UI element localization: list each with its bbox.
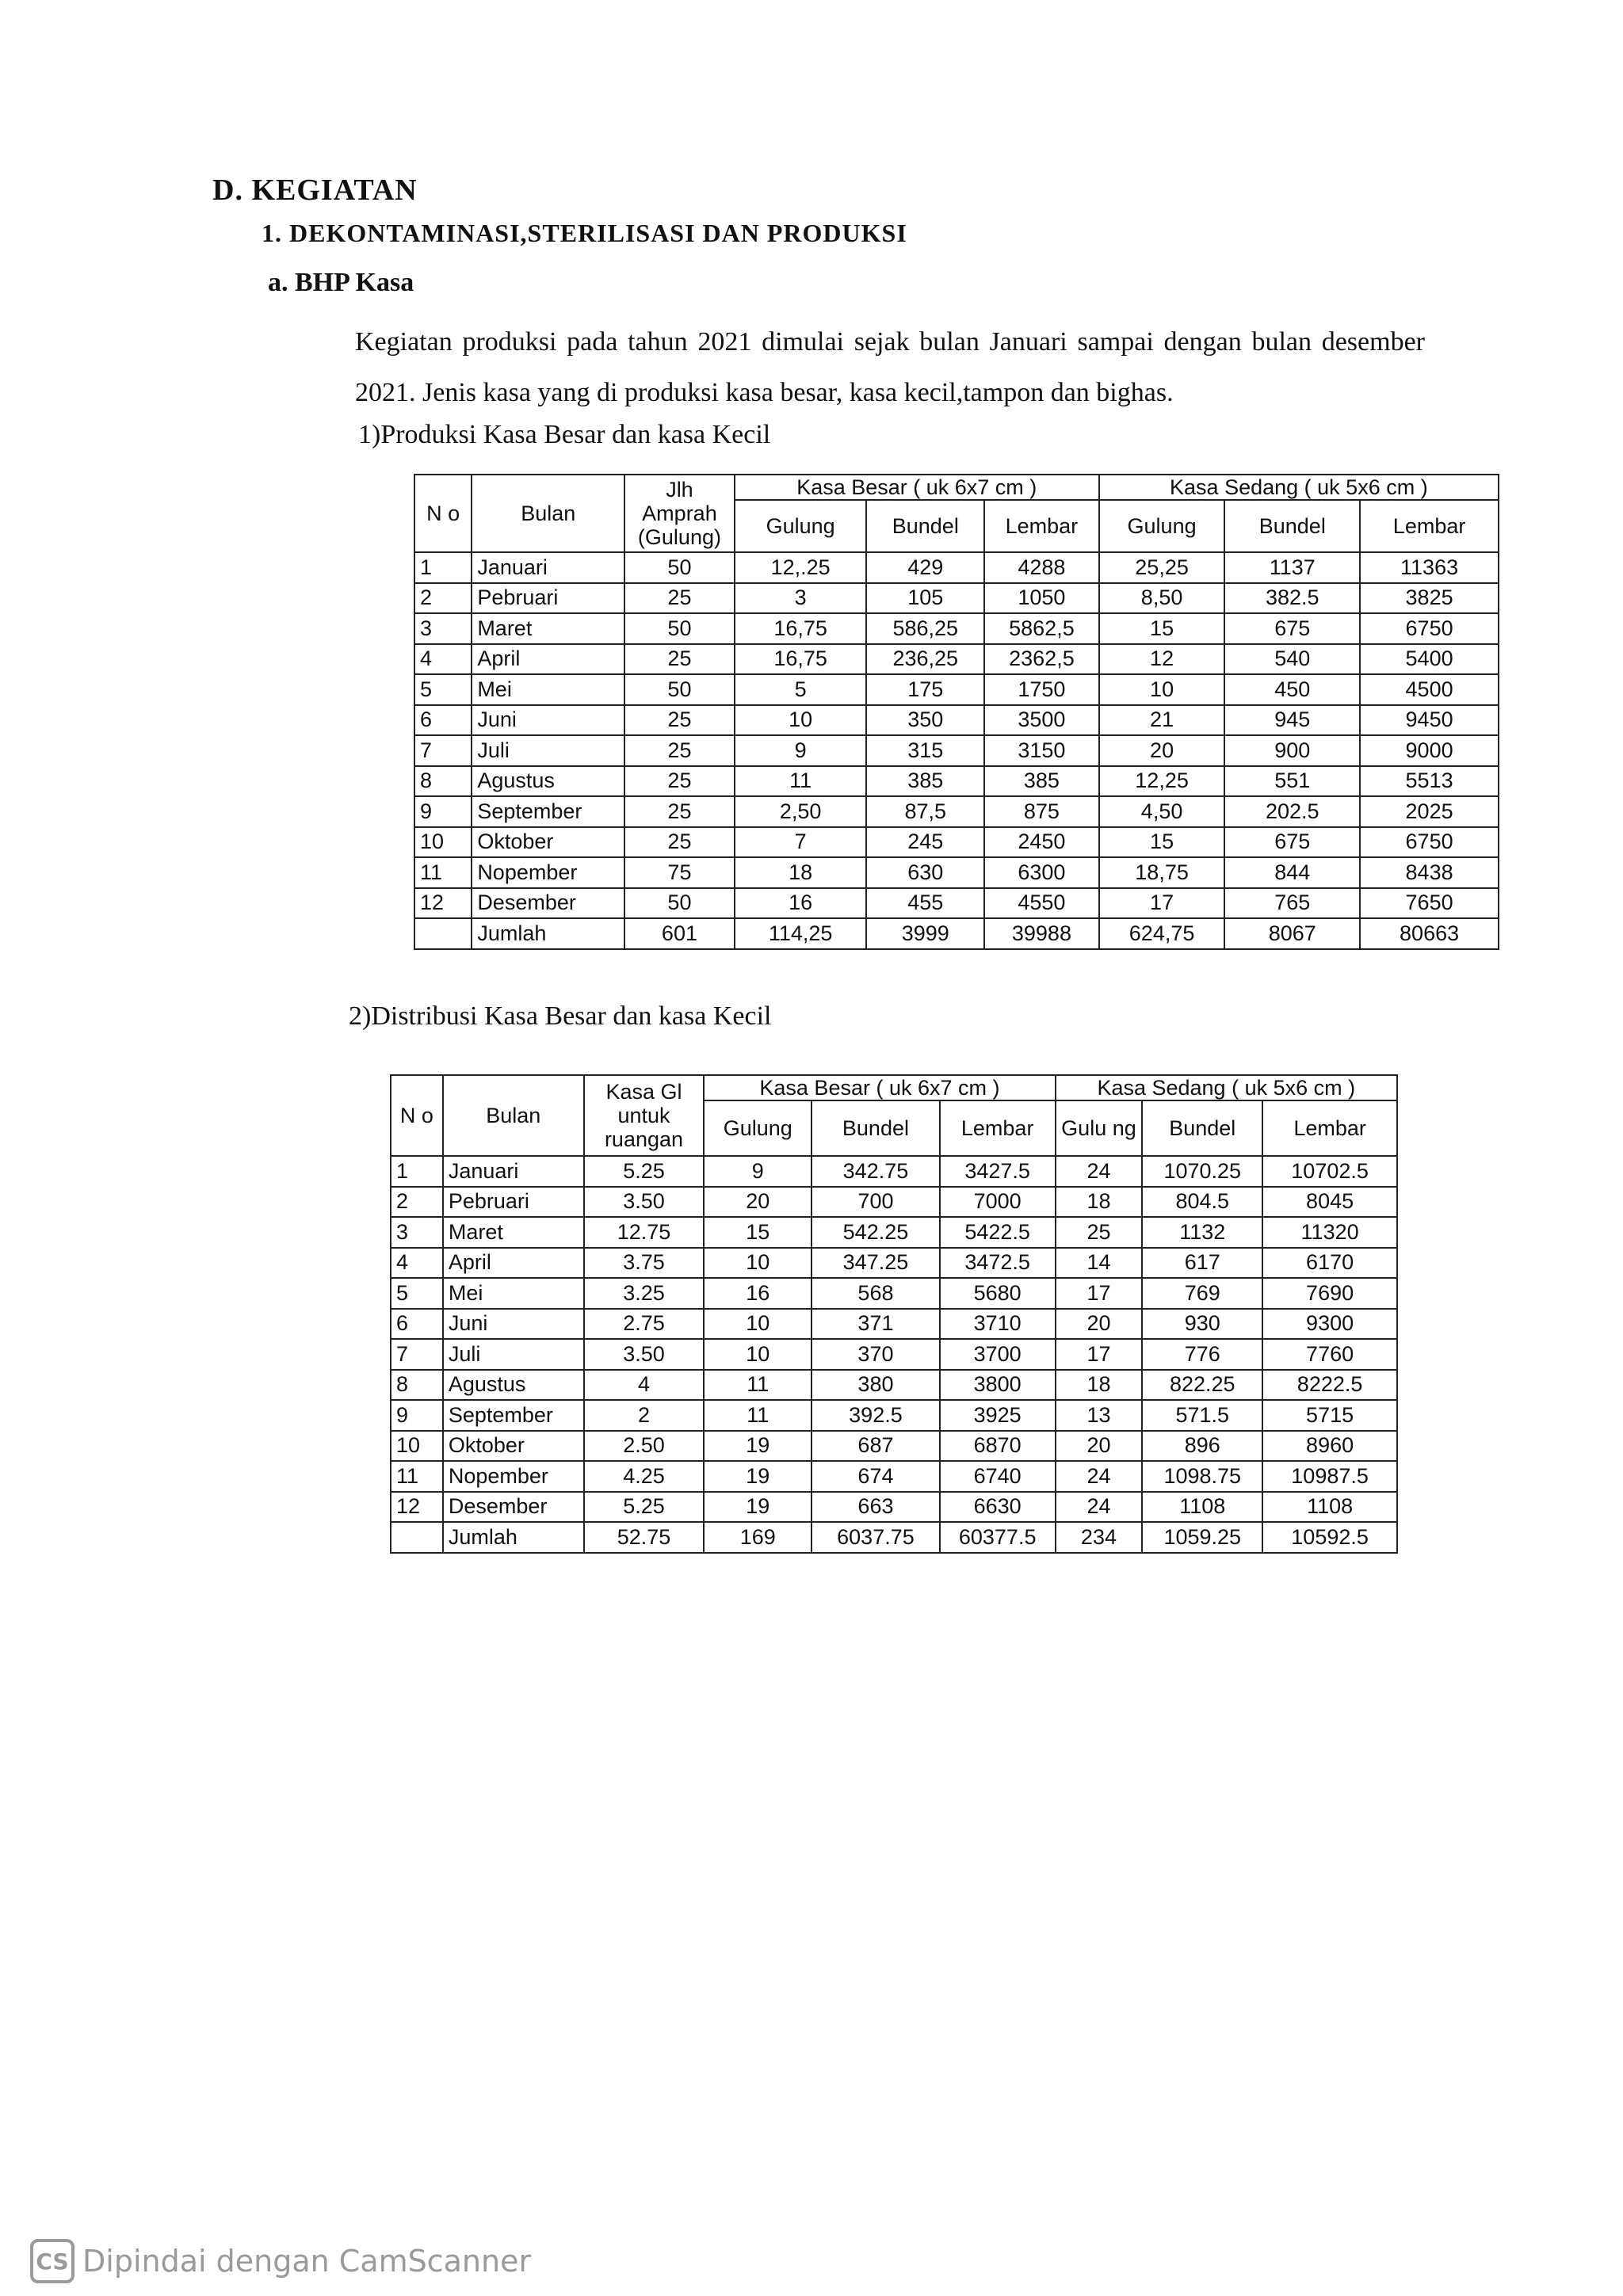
table-cell [414,918,472,949]
header-no: N o [391,1075,443,1156]
table-cell: 9 [735,735,867,766]
table-cell: 342.75 [812,1156,940,1187]
table-cell: 175 [866,674,984,705]
table-cell: 5.25 [584,1156,705,1187]
table-cell: 3999 [866,918,984,949]
header-gulung: Gulu ng [1056,1100,1143,1156]
table-cell: 392.5 [812,1400,940,1431]
table-cell: 3 [735,583,867,614]
table-cell: 3150 [984,735,1099,766]
header-kasa-sedang: Kasa Sedang ( uk 5x6 cm ) [1056,1075,1397,1100]
table-cell: September [443,1400,584,1431]
table-cell: 1098.75 [1142,1461,1262,1492]
table-cell: 169 [704,1522,812,1553]
table-cell: 105 [866,583,984,614]
table-cell: Juni [443,1309,584,1340]
table-cell: 3.25 [584,1278,705,1309]
table-cell: 19 [704,1461,812,1492]
header-gulung: Gulung [704,1100,812,1156]
table-cell: 675 [1224,827,1360,858]
table-cell: 50 [624,613,735,644]
table-cell: 5.25 [584,1492,705,1523]
table-cell: 455 [866,888,984,919]
table-cell: 617 [1142,1248,1262,1279]
table-cell: 4,50 [1099,796,1225,827]
table-cell: 25 [1056,1217,1143,1248]
table-cell: 114,25 [735,918,867,949]
table-cell: 5862,5 [984,613,1099,644]
total-row [391,1522,1397,1553]
table-cell: Nopember [472,857,624,888]
camscanner-logo-icon: CS [30,2239,74,2283]
table-cell: 3.50 [584,1339,705,1370]
table-cell: 769 [1142,1278,1262,1309]
table-cell: 19 [704,1431,812,1462]
table-cell: 18 [1056,1370,1143,1401]
table-cell: 16 [735,888,867,919]
table-row [414,735,1499,766]
table-cell: 20 [704,1187,812,1218]
table-cell: 551 [1224,766,1360,797]
table-cell: 1050 [984,583,1099,614]
subsection-heading: 1. DEKONTAMINASI,STERILISASI DAN PRODUKSI [262,219,907,247]
table-cell: 25 [624,766,735,797]
table-cell: 50 [624,674,735,705]
table-cell: 11320 [1262,1217,1397,1248]
table-cell: 945 [1224,705,1360,736]
header-lembar: Lembar [984,500,1099,552]
table-cell: 350 [866,705,984,736]
table-cell: 14 [1056,1248,1143,1279]
table-row [391,1156,1397,1187]
table-cell: 8,50 [1099,583,1225,614]
table-row [391,1217,1397,1248]
table-cell: 4 [584,1370,705,1401]
table-cell: 371 [812,1309,940,1340]
table-cell: 10 [735,705,867,736]
table-cell: 8 [391,1370,443,1401]
table-cell: 11 [704,1400,812,1431]
table-cell: 25 [624,705,735,736]
table-cell: 16,75 [735,644,867,675]
table-cell: 601 [624,918,735,949]
table-cell: 900 [1224,735,1360,766]
camscanner-text: Dipindai dengan CamScanner [82,2244,532,2279]
table-row [414,796,1499,827]
table-cell: 380 [812,1370,940,1401]
table-cell: 568 [812,1278,940,1309]
table-cell: 50 [624,552,735,583]
table-cell: 804.5 [1142,1187,1262,1218]
header-kasa-besar: Kasa Besar ( uk 6x7 cm ) [735,475,1099,500]
table-cell: Jumlah [443,1522,584,1553]
table-cell: 10 [704,1339,812,1370]
table-cell: 3825 [1360,583,1499,614]
header-lembar: Lembar [1360,500,1499,552]
table-cell: 18 [735,857,867,888]
table-cell: 7000 [940,1187,1056,1218]
table-cell: 6750 [1360,613,1499,644]
total-row [414,918,1499,949]
table-cell: 1059.25 [1142,1522,1262,1553]
table-cell: 12 [391,1492,443,1523]
table-row [414,583,1499,614]
table-row [391,1492,1397,1523]
table-cell: 571.5 [1142,1400,1262,1431]
table-cell: 12 [1099,644,1225,675]
table-cell: 10 [414,827,472,858]
table-row [391,1370,1397,1401]
distribution-table-body [391,1156,1397,1553]
table-cell: 9450 [1360,705,1499,736]
table-cell: 16 [704,1278,812,1309]
table-cell: 1132 [1142,1217,1262,1248]
table-cell: 5422.5 [940,1217,1056,1248]
table-cell: Nopember [443,1461,584,1492]
table-cell: 17 [1099,888,1225,919]
table-row [391,1309,1397,1340]
table-cell: 4500 [1360,674,1499,705]
table-cell: 347.25 [812,1248,940,1279]
table-cell: 2,50 [735,796,867,827]
table1-caption: 1)Produksi Kasa Besar dan kasa Kecil [358,420,771,449]
table-cell: 11 [414,857,472,888]
table-cell: 12,25 [1099,766,1225,797]
table-cell: Pebruari [472,583,624,614]
header-bundel: Bundel [1224,500,1360,552]
table-cell: 60377.5 [940,1522,1056,1553]
table-cell: 20 [1056,1309,1143,1340]
table-cell: 9 [704,1156,812,1187]
table-cell: 7 [391,1339,443,1370]
table-cell: 16,75 [735,613,867,644]
table-cell: 370 [812,1339,940,1370]
table-cell: Desember [443,1492,584,1523]
header-kasa-besar: Kasa Besar ( uk 6x7 cm ) [704,1075,1055,1100]
table-cell: 2025 [1360,796,1499,827]
table-cell: 700 [812,1187,940,1218]
table-cell: Mei [443,1278,584,1309]
table-cell: 10592.5 [1262,1522,1397,1553]
table-cell: 930 [1142,1309,1262,1340]
table-row [414,888,1499,919]
table-cell: 10702.5 [1262,1156,1397,1187]
table-cell: Maret [472,613,624,644]
table-cell: 5 [391,1278,443,1309]
table-cell: 15 [1099,613,1225,644]
table-cell: 630 [866,857,984,888]
table-cell: 2 [414,583,472,614]
table-cell: 875 [984,796,1099,827]
header-bulan: Bulan [472,475,624,552]
table-cell: 8960 [1262,1431,1397,1462]
table-cell: 1 [391,1156,443,1187]
table-cell: April [472,644,624,675]
table-cell: 24 [1056,1492,1143,1523]
table-cell: 663 [812,1492,940,1523]
table-cell: 25 [624,735,735,766]
table-cell: April [443,1248,584,1279]
table-cell: 21 [1099,705,1225,736]
header-bulan: Bulan [443,1075,584,1156]
table-cell: 3710 [940,1309,1056,1340]
table-cell: 765 [1224,888,1360,919]
table-cell: 11 [391,1461,443,1492]
table-cell: 18 [1056,1187,1143,1218]
table-cell: 17 [1056,1339,1143,1370]
table-row [391,1400,1397,1431]
subsubsection-heading: a. BHP Kasa [268,268,414,297]
table-cell: 4.25 [584,1461,705,1492]
table-cell: 4 [414,644,472,675]
table-cell: 7760 [1262,1339,1397,1370]
table-cell: 87,5 [866,796,984,827]
table-cell: 6 [391,1309,443,1340]
table-cell: 4550 [984,888,1099,919]
table-row [414,613,1499,644]
table-row [391,1278,1397,1309]
table-row [414,766,1499,797]
table-row [414,827,1499,858]
table-cell: 1070.25 [1142,1156,1262,1187]
table-cell: 7650 [1360,888,1499,919]
header-no: N o [414,475,472,552]
table-cell: 25 [624,796,735,827]
distribution-table [390,1074,1398,1554]
table-cell: 586,25 [866,613,984,644]
table-cell: Juli [472,735,624,766]
table-cell: 6740 [940,1461,1056,1492]
table-cell: 6037.75 [812,1522,940,1553]
table-cell: 10987.5 [1262,1461,1397,1492]
table-cell: 3800 [940,1370,1056,1401]
table-cell: 8045 [1262,1187,1397,1218]
table-cell: 10 [391,1431,443,1462]
table-cell: 5400 [1360,644,1499,675]
table-cell: 4288 [984,552,1099,583]
table-cell: 8067 [1224,918,1360,949]
table-cell: 2.75 [584,1309,705,1340]
table-cell: 236,25 [866,644,984,675]
table-cell: 9000 [1360,735,1499,766]
table-cell: 15 [1099,827,1225,858]
table-cell: 3.75 [584,1248,705,1279]
table-cell: 3 [391,1217,443,1248]
header-kasa-sedang: Kasa Sedang ( uk 5x6 cm ) [1099,475,1499,500]
header-kasa-gl: Kasa Gl untuk ruangan [584,1075,705,1156]
table-cell: 9 [391,1400,443,1431]
table-cell: 385 [984,766,1099,797]
table-cell: Maret [443,1217,584,1248]
table-cell: 5 [735,674,867,705]
table-cell: 10 [1099,674,1225,705]
table-cell: 8438 [1360,857,1499,888]
table-row [414,705,1499,736]
table-cell: 776 [1142,1339,1262,1370]
table-cell: 6870 [940,1431,1056,1462]
table-cell: 624,75 [1099,918,1225,949]
table-cell: 1 [414,552,472,583]
table-cell: 4 [391,1248,443,1279]
table-cell: 24 [1056,1156,1143,1187]
header-bundel: Bundel [812,1100,940,1156]
table-cell: 3427.5 [940,1156,1056,1187]
table-cell: 5 [414,674,472,705]
production-table-body [414,552,1499,949]
table-cell: 12 [414,888,472,919]
table-row [391,1187,1397,1218]
table-cell: 80663 [1360,918,1499,949]
header-jlh-amprah: Jlh Amprah (Gulung) [624,475,735,552]
table-cell: Juli [443,1339,584,1370]
table-cell: 25 [624,644,735,675]
table-cell: 8222.5 [1262,1370,1397,1401]
table-cell: 3 [414,613,472,644]
table-cell: 315 [866,735,984,766]
table-cell: 1137 [1224,552,1360,583]
table-cell: 675 [1224,613,1360,644]
table-cell: 2 [584,1400,705,1431]
table-cell: 19 [704,1492,812,1523]
table-cell: September [472,796,624,827]
table-cell: Januari [472,552,624,583]
table-cell: 11 [704,1370,812,1401]
table-cell: 822.25 [1142,1370,1262,1401]
table-cell: 3925 [940,1400,1056,1431]
table-cell [391,1522,443,1553]
table-cell: 25 [624,827,735,858]
table-cell: 429 [866,552,984,583]
table-cell: Desember [472,888,624,919]
table-cell: 6750 [1360,827,1499,858]
header-gulung: Gulung [1099,500,1225,552]
table-cell: 542.25 [812,1217,940,1248]
table-cell: 674 [812,1461,940,1492]
table-cell: 11 [735,766,867,797]
table-cell: 896 [1142,1431,1262,1462]
table-cell: 3500 [984,705,1099,736]
table-cell: 18,75 [1099,857,1225,888]
table-row [414,857,1499,888]
header-lembar: Lembar [940,1100,1056,1156]
table-cell: 1750 [984,674,1099,705]
table-cell: Oktober [472,827,624,858]
table-cell: 7 [414,735,472,766]
table-cell: 10 [704,1309,812,1340]
table-cell: 3700 [940,1339,1056,1370]
table-cell: 2.50 [584,1431,705,1462]
table-cell: 20 [1056,1431,1143,1462]
table-cell: 202.5 [1224,796,1360,827]
table-cell: 5680 [940,1278,1056,1309]
table-cell: 6630 [940,1492,1056,1523]
header-bundel: Bundel [1142,1100,1262,1156]
table-cell: 15 [704,1217,812,1248]
table-cell: 52.75 [584,1522,705,1553]
table-row [391,1461,1397,1492]
table-cell: 385 [866,766,984,797]
table-cell: 450 [1224,674,1360,705]
table-cell: 9300 [1262,1309,1397,1340]
table-cell: 10 [704,1248,812,1279]
table-cell: 24 [1056,1461,1143,1492]
table-row [414,644,1499,675]
production-table [414,474,1499,950]
table-cell: 12,.25 [735,552,867,583]
table-cell: 5513 [1360,766,1499,797]
table-cell: 2 [391,1187,443,1218]
table-cell: 382.5 [1224,583,1360,614]
table-cell: 5715 [1262,1400,1397,1431]
table-cell: 39988 [984,918,1099,949]
table-row [391,1248,1397,1279]
table-cell: 2450 [984,827,1099,858]
table-cell: 1108 [1142,1492,1262,1523]
table-cell: 25,25 [1099,552,1225,583]
table-cell: 20 [1099,735,1225,766]
table-cell: Januari [443,1156,584,1187]
table-cell: 6170 [1262,1248,1397,1279]
table-cell: 13 [1056,1400,1143,1431]
table-cell: 50 [624,888,735,919]
table-cell: 6 [414,705,472,736]
table-cell: 844 [1224,857,1360,888]
table-cell: 6300 [984,857,1099,888]
table-cell: 11363 [1360,552,1499,583]
table-cell: Oktober [443,1431,584,1462]
table-row [391,1339,1397,1370]
table-cell: 3472.5 [940,1248,1056,1279]
table-cell: 25 [624,583,735,614]
table-cell: 3.50 [584,1187,705,1218]
table-row [414,552,1499,583]
table-cell: 9 [414,796,472,827]
header-gulung: Gulung [735,500,867,552]
table-row [391,1431,1397,1462]
section-heading: D. KEGIATAN [212,174,418,207]
table-cell: 540 [1224,644,1360,675]
intro-paragraph: Kegiatan produksi pada tahun 2021 dimulai sejak bulan Januari sampai dengan bulan desember 2021. Jenis kasa yang di produksi kasa besar, kasa kecil,tampon dan bighas. [355,327,1425,407]
table-cell: Agustus [472,766,624,797]
table-cell: Mei [472,674,624,705]
table-cell: 245 [866,827,984,858]
table-cell: Pebruari [443,1187,584,1218]
table2-caption: 2)Distribusi Kasa Besar dan kasa Kecil [349,1001,772,1031]
table-row [414,674,1499,705]
table-cell: 8 [414,766,472,797]
table-cell: 75 [624,857,735,888]
table-cell: 687 [812,1431,940,1462]
table-cell: 7690 [1262,1278,1397,1309]
table-cell: Juni [472,705,624,736]
header-bundel: Bundel [866,500,984,552]
table-cell: Agustus [443,1370,584,1401]
table-cell: 17 [1056,1278,1143,1309]
table-cell: 234 [1056,1522,1143,1553]
table-cell: 7 [735,827,867,858]
table-cell: 2362,5 [984,644,1099,675]
table-cell: 12.75 [584,1217,705,1248]
camscanner-watermark [30,2239,531,2283]
header-lembar: Lembar [1262,1100,1397,1156]
table-cell: 1108 [1262,1492,1397,1523]
table-cell: Jumlah [472,918,624,949]
